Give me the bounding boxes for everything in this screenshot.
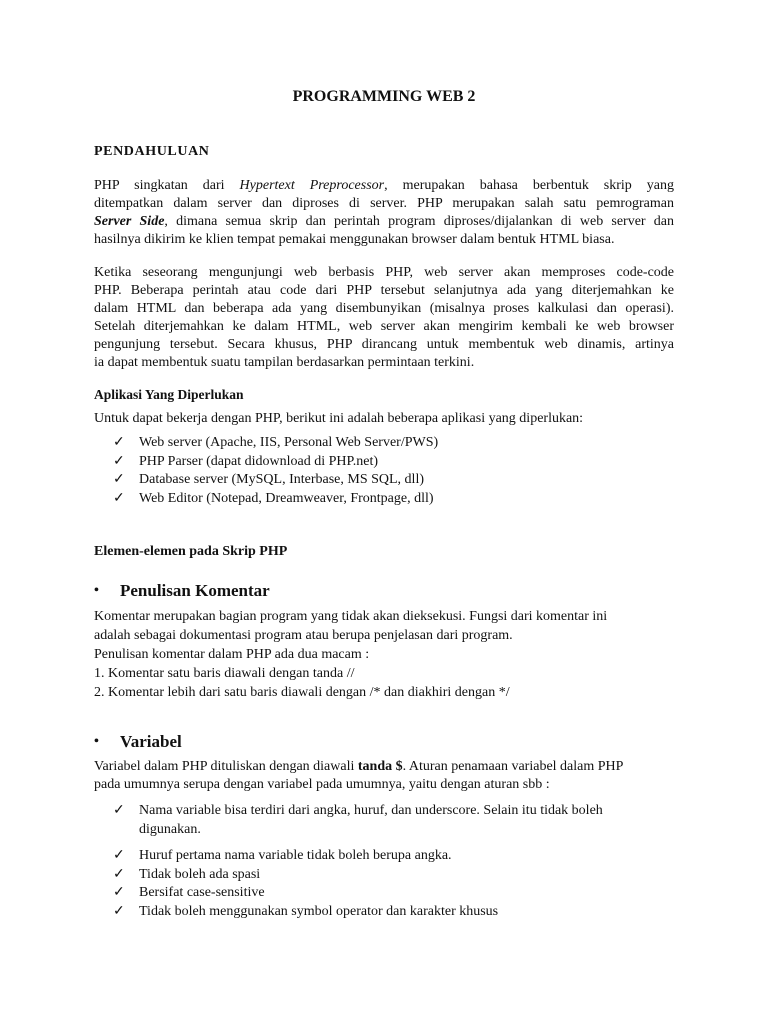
intro-p2-line: Ketika seseorang mengunjungi web berbasis PHP, web server akan memproses code-code <box>94 265 674 280</box>
italic-term: Hypertext Preprocessor <box>239 178 385 193</box>
list-item-text: Database server (MySQL, Interbase, MS SQL, dll) <box>139 472 424 487</box>
intro-p2-line: dalam HTML dan beberapa ada yang disembunyikan (misalnya proses kalkulasi dan operasi). <box>94 301 674 316</box>
variables-rules <box>113 802 603 921</box>
list-item <box>113 866 603 885</box>
variables-line-2: pada umumnya serupa dengan variabel pada umumnya, yaitu dengan aturan sbb : <box>94 777 550 792</box>
check-icon: ✓ <box>113 472 125 487</box>
list-item-text: PHP Parser (dapat didownload di PHP.net) <box>139 453 379 469</box>
apps-heading: Aplikasi Yang Diperlukan <box>94 387 244 402</box>
check-icon: ✓ <box>113 848 125 863</box>
bold-term: tanda $ <box>357 759 403 774</box>
list-item <box>113 471 438 490</box>
check-icon: ✓ <box>113 435 125 450</box>
list-item-text: Web Editor (Notepad, Dreamweaver, Frontpage, dll) <box>139 490 434 506</box>
check-icon: ✓ <box>113 490 125 506</box>
list-item <box>113 802 603 821</box>
list-item-text: Nama variable bisa terdiri dari angka, huruf, dan underscore. Selain itu tidak boleh <box>139 803 603 818</box>
list-item-text: Huruf pertama nama variable tidak boleh berupa angka. <box>139 848 452 863</box>
comments-line: 2. Komentar lebih dari satu baris diawali dengan /* dan diakhiri dengan */ <box>94 685 510 700</box>
check-icon: ✓ <box>113 453 125 469</box>
intro-p1-line-3 <box>94 213 674 231</box>
variables-heading-text: Variabel <box>120 732 182 751</box>
bullet-icon: • <box>94 583 99 598</box>
comments-line: Penulisan komentar dalam PHP ada dua macam : <box>94 647 370 662</box>
comments-line: adalah sebagai dokumentasi program atau berupa penjelasan dari program. <box>94 628 513 643</box>
bold-italic-term: Server Side <box>94 214 165 229</box>
comments-line: Komentar merupakan bagian program yang tidak akan dieksekusi. Fungsi dari komentar ini <box>94 609 608 624</box>
check-icon: ✓ <box>113 903 125 919</box>
list-item <box>113 453 438 472</box>
check-icon: ✓ <box>113 885 125 900</box>
apps-lead: Untuk dapat bekerja dengan PHP, berikut ini adalah beberapa aplikasi yang diperlukan: <box>94 411 584 426</box>
list-item-text: Tidak boleh menggunakan symbol operator dan karakter khusus <box>139 903 499 919</box>
list-item <box>113 490 438 509</box>
intro-heading: PENDAHULUAN <box>94 144 210 159</box>
list-item <box>113 884 603 903</box>
intro-p2-line: Setelah diterjemahkan ke dalam HTML, web server akan mengirim kembali ke web browser <box>94 319 674 334</box>
list-item-text: Bersifat case-sensitive <box>139 885 265 900</box>
apps-list <box>113 434 438 508</box>
list-item-text: Web server (Apache, IIS, Personal Web Server/PWS) <box>139 435 439 450</box>
list-item <box>113 847 603 866</box>
text-span: , merupakan bahasa berbentuk skrip yang <box>384 178 674 193</box>
comments-heading <box>94 581 270 601</box>
intro-p2-line: PHP. Beberapa perintah atau code dari PHP tersebut selanjutnya ada yang diterjemahkan ke <box>94 283 674 298</box>
text-span: . Aturan penamaan variabel dalam PHP <box>402 759 624 774</box>
check-icon: ✓ <box>113 866 125 882</box>
intro-p1-line-4: hasilnya dikirim ke klien tempat pemakai menggunakan browser dalam bentuk HTML biasa. <box>94 232 615 247</box>
bullet-icon: • <box>94 734 99 749</box>
comments-body <box>94 607 674 702</box>
intro-p1-line-1 <box>94 177 674 195</box>
document-title: PROGRAMMING WEB 2 <box>292 88 476 105</box>
comments-line: 1. Komentar satu baris diawali dengan tanda // <box>94 666 355 681</box>
intro-p1-line-2: ditempatkan dalam server dan diproses di server. PHP merupakan salah satu pemrograman <box>94 196 674 211</box>
variables-body <box>94 758 674 794</box>
check-icon: ✓ <box>113 803 125 818</box>
comments-heading-text: Penulisan Komentar <box>120 581 270 600</box>
list-item <box>113 903 603 922</box>
list-item-continuation: digunakan. <box>139 821 201 837</box>
intro-p2-line: ia dapat membentuk suatu tampilan berdasarkan permintaan terkini. <box>94 355 475 370</box>
variables-line-1 <box>94 758 674 776</box>
elements-heading: Elemen-elemen pada Skrip PHP <box>94 544 288 559</box>
intro-paragraph-2 <box>94 264 674 372</box>
text-span: PHP singkatan dari <box>94 178 240 193</box>
text-span: Variabel dalam PHP dituliskan dengan diawali <box>94 759 358 774</box>
list-item-text: Tidak boleh ada spasi <box>139 866 261 882</box>
list-item <box>113 434 438 453</box>
text-span: , dimana semua skrip dan perintah program diproses/dijalankan di web server dan <box>164 214 674 229</box>
intro-p2-line: pengunjung tersebut. Secara khusus, PHP dirancang untuk membentuk web dinamis, artinya <box>94 337 674 352</box>
variables-heading <box>94 732 182 752</box>
intro-paragraph-1 <box>94 177 674 249</box>
